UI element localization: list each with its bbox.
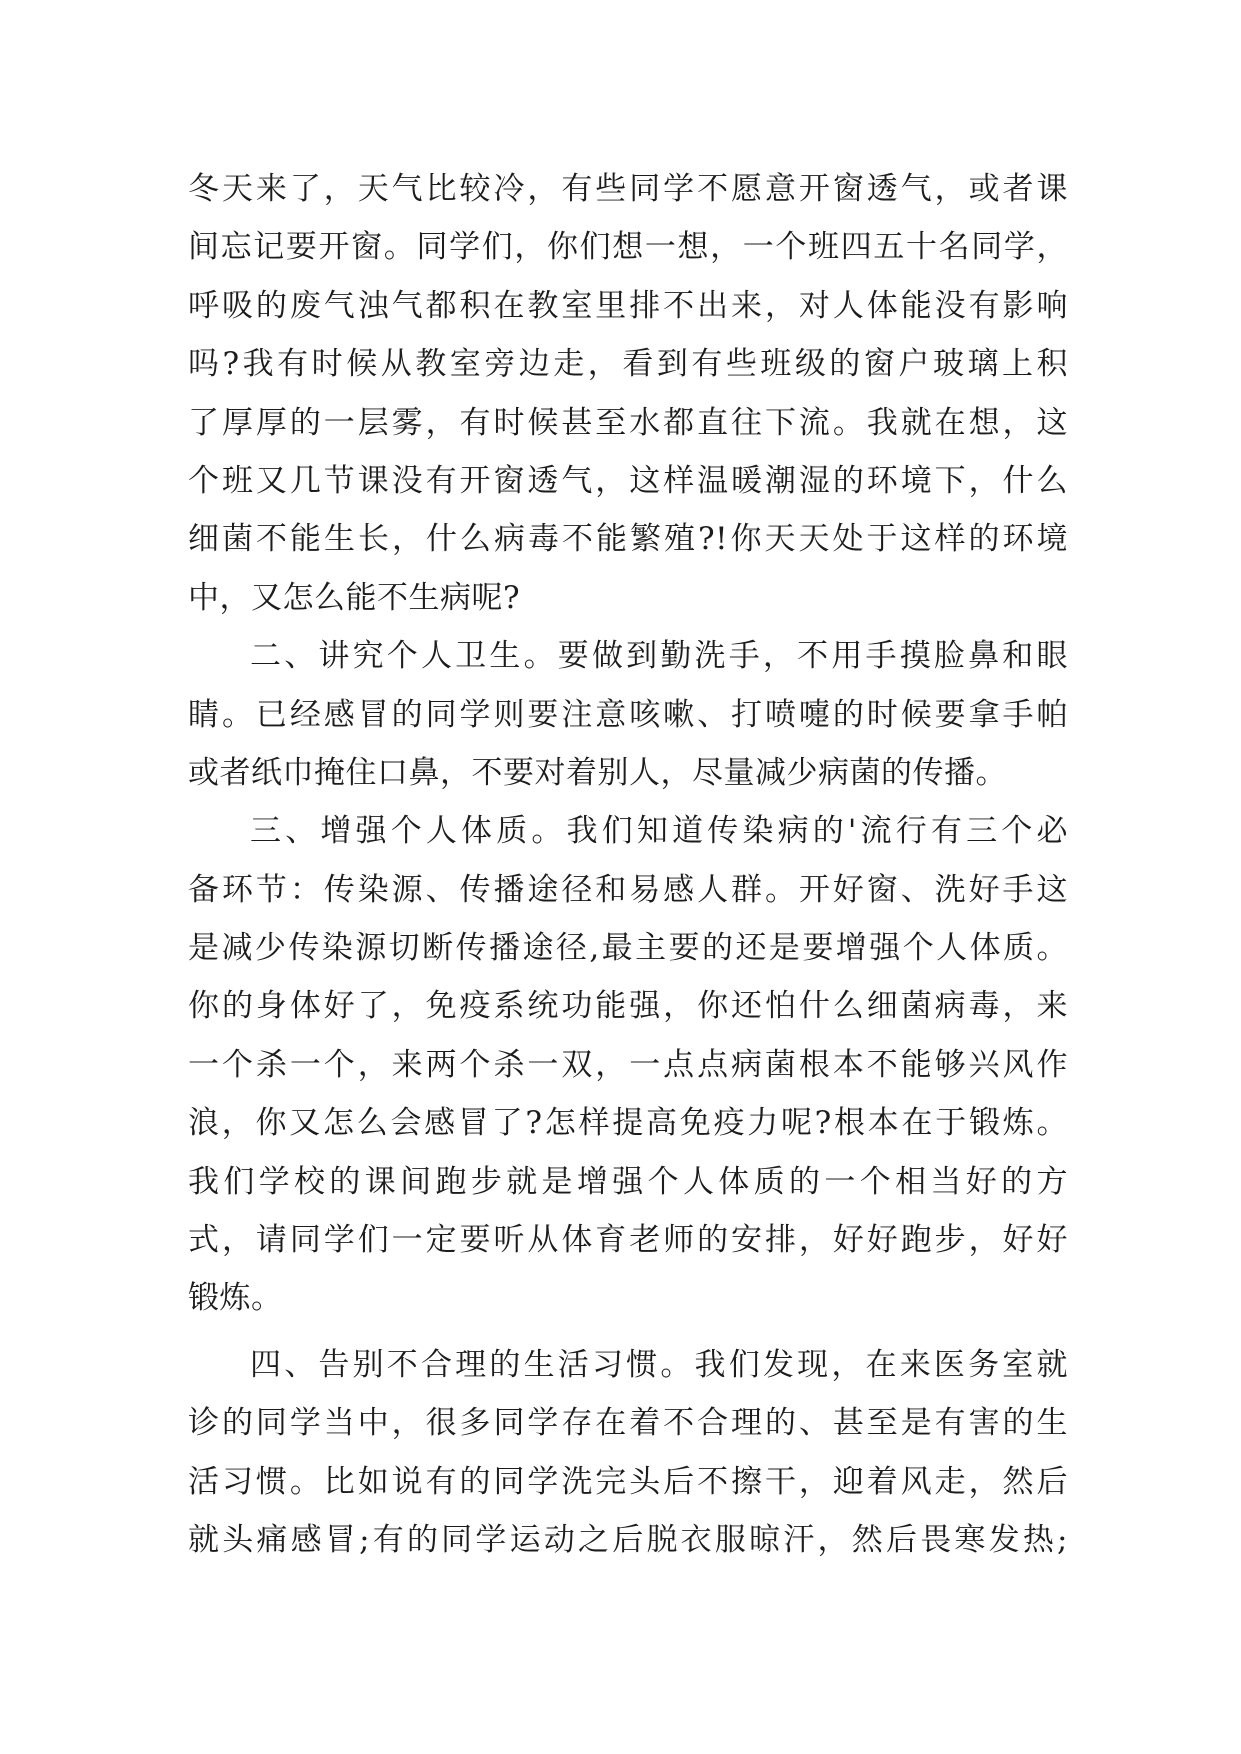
paragraph-2 [188, 627, 1068, 802]
text-line: 一个杀一个，来两个杀一双，一点点病菌根本不能够兴风作 [188, 1046, 1068, 1083]
text-line: 呼吸的废气浊气都积在教室里排不出来，对人体能没有影响 [188, 287, 1068, 324]
text-line: 间忘记要开窗。同学们，你们想一想，一个班四五十名同学， [188, 229, 1068, 266]
text-line: 吗?我有时候从教室旁边走，看到有些班级的窗户玻璃上积 [188, 346, 1068, 383]
text-line: 诊的同学当中，很多同学存在着不合理的、甚至是有害的生 [188, 1405, 1068, 1442]
text-line: 我们学校的课间跑步就是增强个人体质的一个相当好的方 [188, 1163, 1068, 1200]
text-line: 浪，你又怎么会感冒了?怎样提高免疫力呢?根本在于锻炼。 [188, 1105, 1068, 1142]
paragraph-1 [188, 160, 1068, 627]
text-line: 四、告别不合理的生活习惯。我们发现，在来医务室就 [250, 1346, 1068, 1383]
text-line: 你的身体好了，免疫系统功能强，你还怕什么细菌病毒，来 [188, 988, 1068, 1025]
text-line: 个班又几节课没有开窗透气，这样温暖潮湿的环境下，什么 [188, 462, 1068, 499]
text-line: 了厚厚的一层雾，有时候甚至水都直往下流。我就在想，这 [188, 404, 1068, 441]
text-line: 备环节：传染源、传播途径和易感人群。开好窗、洗好手这 [188, 871, 1068, 908]
text-line: 式，请同学们一定要听从体育老师的安排，好好跑步，好好 [188, 1222, 1068, 1259]
text-line: 中，又怎么能不生病呢? [188, 579, 521, 616]
text-line: 就头痛感冒;有的同学运动之后脱衣服晾汗，然后畏寒发热; [188, 1521, 1068, 1558]
text-line: 三、增强个人体质。我们知道传染病的'流行有三个必 [250, 813, 1068, 850]
text-line: 或者纸巾掩住口鼻，不要对着别人，尽量减少病菌的传播。 [188, 754, 1007, 791]
text-line: 冬天来了，天气比较冷，有些同学不愿意开窗透气，或者课 [188, 171, 1068, 207]
text-line: 细菌不能生长，什么病毒不能繁殖?!你天天处于这样的环境 [188, 521, 1068, 558]
document-body [188, 160, 1068, 1569]
text-line: 二、讲究个人卫生。要做到勤洗手，不用手摸脸鼻和眼 [250, 638, 1068, 675]
text-line: 是减少传染源切断传播途径,最主要的还是要增强个人体质。 [188, 930, 1068, 967]
text-line: 锻炼。 [188, 1280, 283, 1317]
paragraph-4 [188, 1336, 1068, 1570]
text-line: 睛。已经感冒的同学则要注意咳嗽、打喷嚏的时候要拿手帕 [188, 696, 1068, 733]
paragraph-3 [188, 802, 1068, 1328]
text-line: 活习惯。比如说有的同学洗完头后不擦干，迎着风走，然后 [188, 1463, 1068, 1500]
